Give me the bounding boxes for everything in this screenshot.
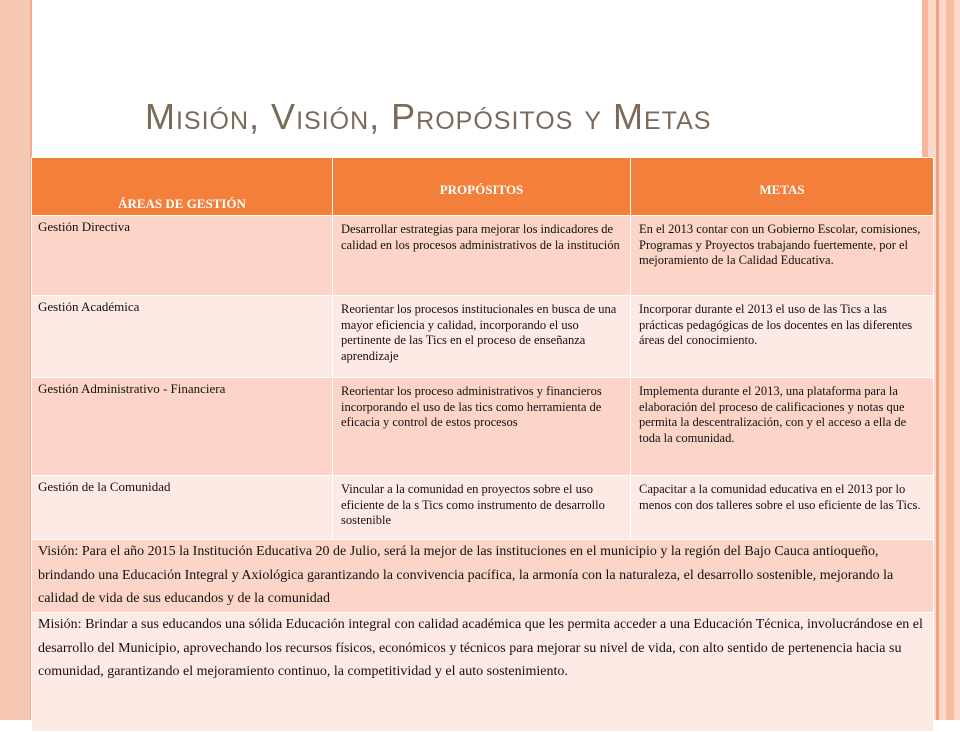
area-cell: Gestión Administrativo - Financiera	[32, 378, 333, 476]
proposito-cell: Desarrollar estrategias para mejorar los indicadores de calidad en los procesos administrativos de la institución	[333, 216, 631, 296]
right-frame-stripe	[946, 0, 954, 720]
header-areas: ÁREAS DE GESTIÓN	[32, 158, 333, 216]
management-table	[31, 157, 934, 732]
vision-row	[32, 540, 934, 613]
header-propositos: PROPÓSITOS	[333, 158, 631, 216]
proposito-cell: Vincular a la comunidad en proyectos sobre el uso eficiente de la s Tics como instrumento de desarrollo sostenible	[333, 476, 631, 540]
table-row	[32, 378, 934, 476]
table-row	[32, 216, 934, 296]
vision-text: Visión: Para el año 2015 la Institución Educativa 20 de Julio, será la mejor de las instituciones en el municipio y la región del Bajo Cauca antioqueño, brindando una Educación Integral y Axiológica garantizando la convivencia pacífica, la armonía con la naturaleza, el desarrollo sostenible, mejorando la calidad de vida de sus educandos y de la comunidad	[38, 544, 894, 606]
proposito-cell: Reorientar los proceso administrativos y financieros incorporando el uso de las tics como herramienta de eficacia y control de estos procesos	[333, 378, 631, 476]
meta-cell: Implementa durante el 2013, una plataforma para la elaboración del proceso de calificaciones y notas que permita la descentralización, con y el acceso a ella de toda la comunidad.	[631, 378, 934, 476]
mision-cell	[32, 613, 934, 732]
table-row	[32, 476, 934, 540]
proposito-cell: Reorientar los procesos institucionales en busca de una mayor eficiencia y calidad, incorporando el uso pertinente de las Tics en el proceso de enseñanza aprendizaje	[333, 296, 631, 378]
vision-cell	[32, 540, 934, 613]
area-cell: Gestión de la Comunidad	[32, 476, 333, 540]
header-metas: METAS	[631, 158, 934, 216]
table-header-row	[32, 158, 934, 216]
mision-text: Misión: Brindar a sus educandos una sólida Educación integral con calidad académica que les permita acceder a una Educación Técnica, involucrándose en el desarrollo del Municipio, aprovechando los recursos físicos, económicos y técnicos para mejorar su nivel de vida, con alto sentido de pertenencia hacia su comunidad, garantizando el mejoramiento continuo, la competitividad y el auto sostenimiento.	[38, 617, 923, 679]
slide-title: Misión, Visión, Propósitos y Metas	[145, 96, 712, 137]
right-frame-stripe	[936, 0, 939, 720]
meta-cell: Incorporar durante el 2013 el uso de las Tics a las prácticas pedagógicas de los docentes en las diferentes áreas del conocimiento.	[631, 296, 934, 378]
area-cell: Gestión Directiva	[32, 216, 333, 296]
area-cell: Gestión Académica	[32, 296, 333, 378]
meta-cell: Capacitar a la comunidad educativa en el 2013 por lo menos con dos talleres sobre el uso eficiente de las Tics.	[631, 476, 934, 540]
left-frame-border	[0, 0, 30, 720]
table-row	[32, 296, 934, 378]
mision-row	[32, 613, 934, 732]
meta-cell: En el 2013 contar con un Gobierno Escolar, comisiones, Programas y Proyectos trabajando fuertemente, por el mejoramiento de la Calidad Educativa.	[631, 216, 934, 296]
